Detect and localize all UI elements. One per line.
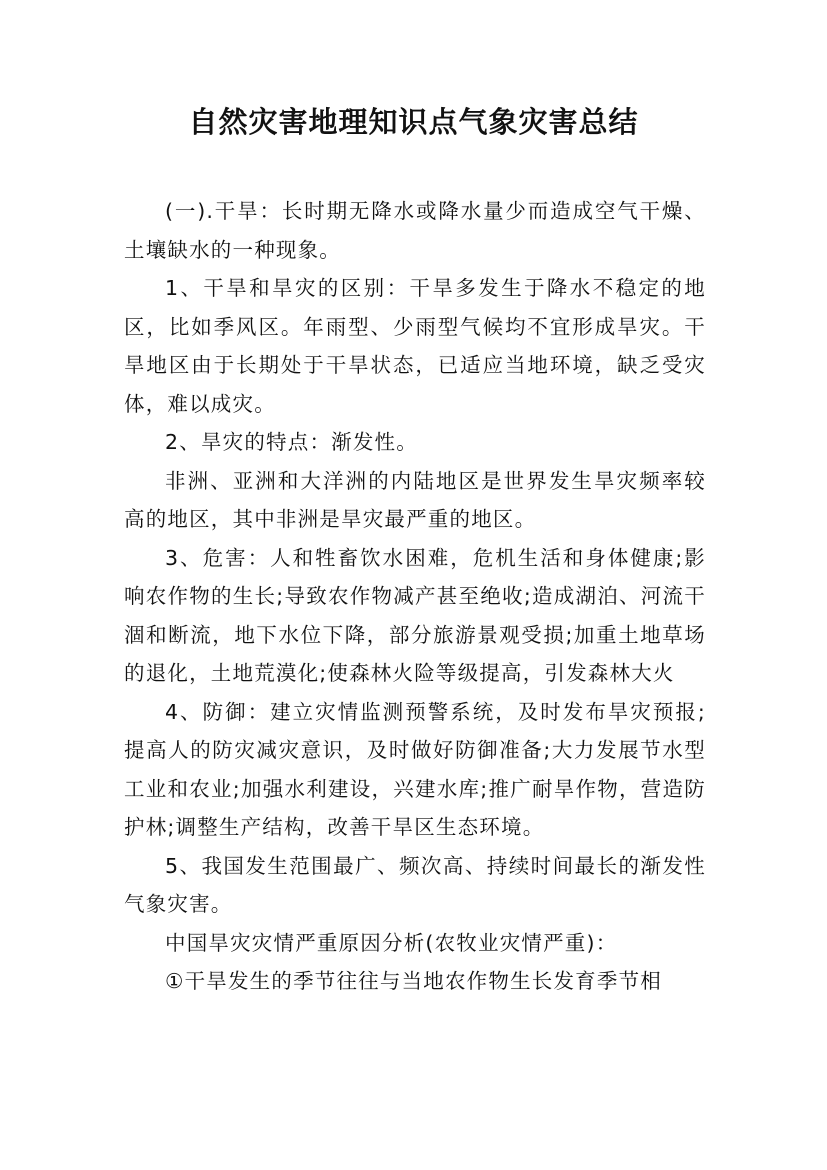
paragraph-defense: 4、防御：建立灾情监测预警系统，及时发布旱灾预报;提高人的防灾减灾意识，及时做好防御准备;大力发展节水型工业和农业;加强水利建设，兴建水库;推广耐旱作物，营造防护林;调整生产结构，改善干旱区生态环境。 [124,699,706,839]
paragraph-disaster-characteristics: 2、旱灾的特点：渐发性。 [165,430,418,454]
paragraph-cause-item-1: ①干旱发生的季节往往与当地农作物生长发育季节相 [165,969,662,993]
paragraph-drought-definition: (一).干旱：长时期无降水或降水量少而造成空气干燥、土壤缺水的一种现象。 [124,199,706,262]
document-body [124,192,706,1001]
paragraph-hazards: 3、危害：人和牲畜饮水困难，危机生活和身体健康;影响农作物的生长;导致农作物减产甚至绝收;造成湖泊、河流干涸和断流，地下水位下降，部分旅游景观受损;加重土地草场的退化，土地荒漠化;使森林火险等级提高，引发森林大火 [124,545,706,685]
paragraph-high-frequency-regions: 非洲、亚洲和大洋洲的内陆地区是世界发生旱灾频率较高的地区，其中非洲是旱灾最严重的地区。 [124,468,706,531]
paragraph-drought-vs-disaster: 1、干旱和旱灾的区别：干旱多发生于降水不稳定的地区，比如季风区。年雨型、少雨型气候均不宜形成旱灾。干旱地区由于长期处于干旱状态，已适应当地环境，缺乏受灾体，难以成灾。 [124,276,706,416]
paragraph-china-cause-heading: 中国旱灾灾情严重原因分析(农牧业灾情严重)： [165,930,618,955]
paragraph-china-scope: 5、我国发生范围最广、频次高、持续时间最长的渐发性气象灾害。 [124,853,706,916]
document-title: 自然灾害地理知识点气象灾害总结 [188,105,639,139]
